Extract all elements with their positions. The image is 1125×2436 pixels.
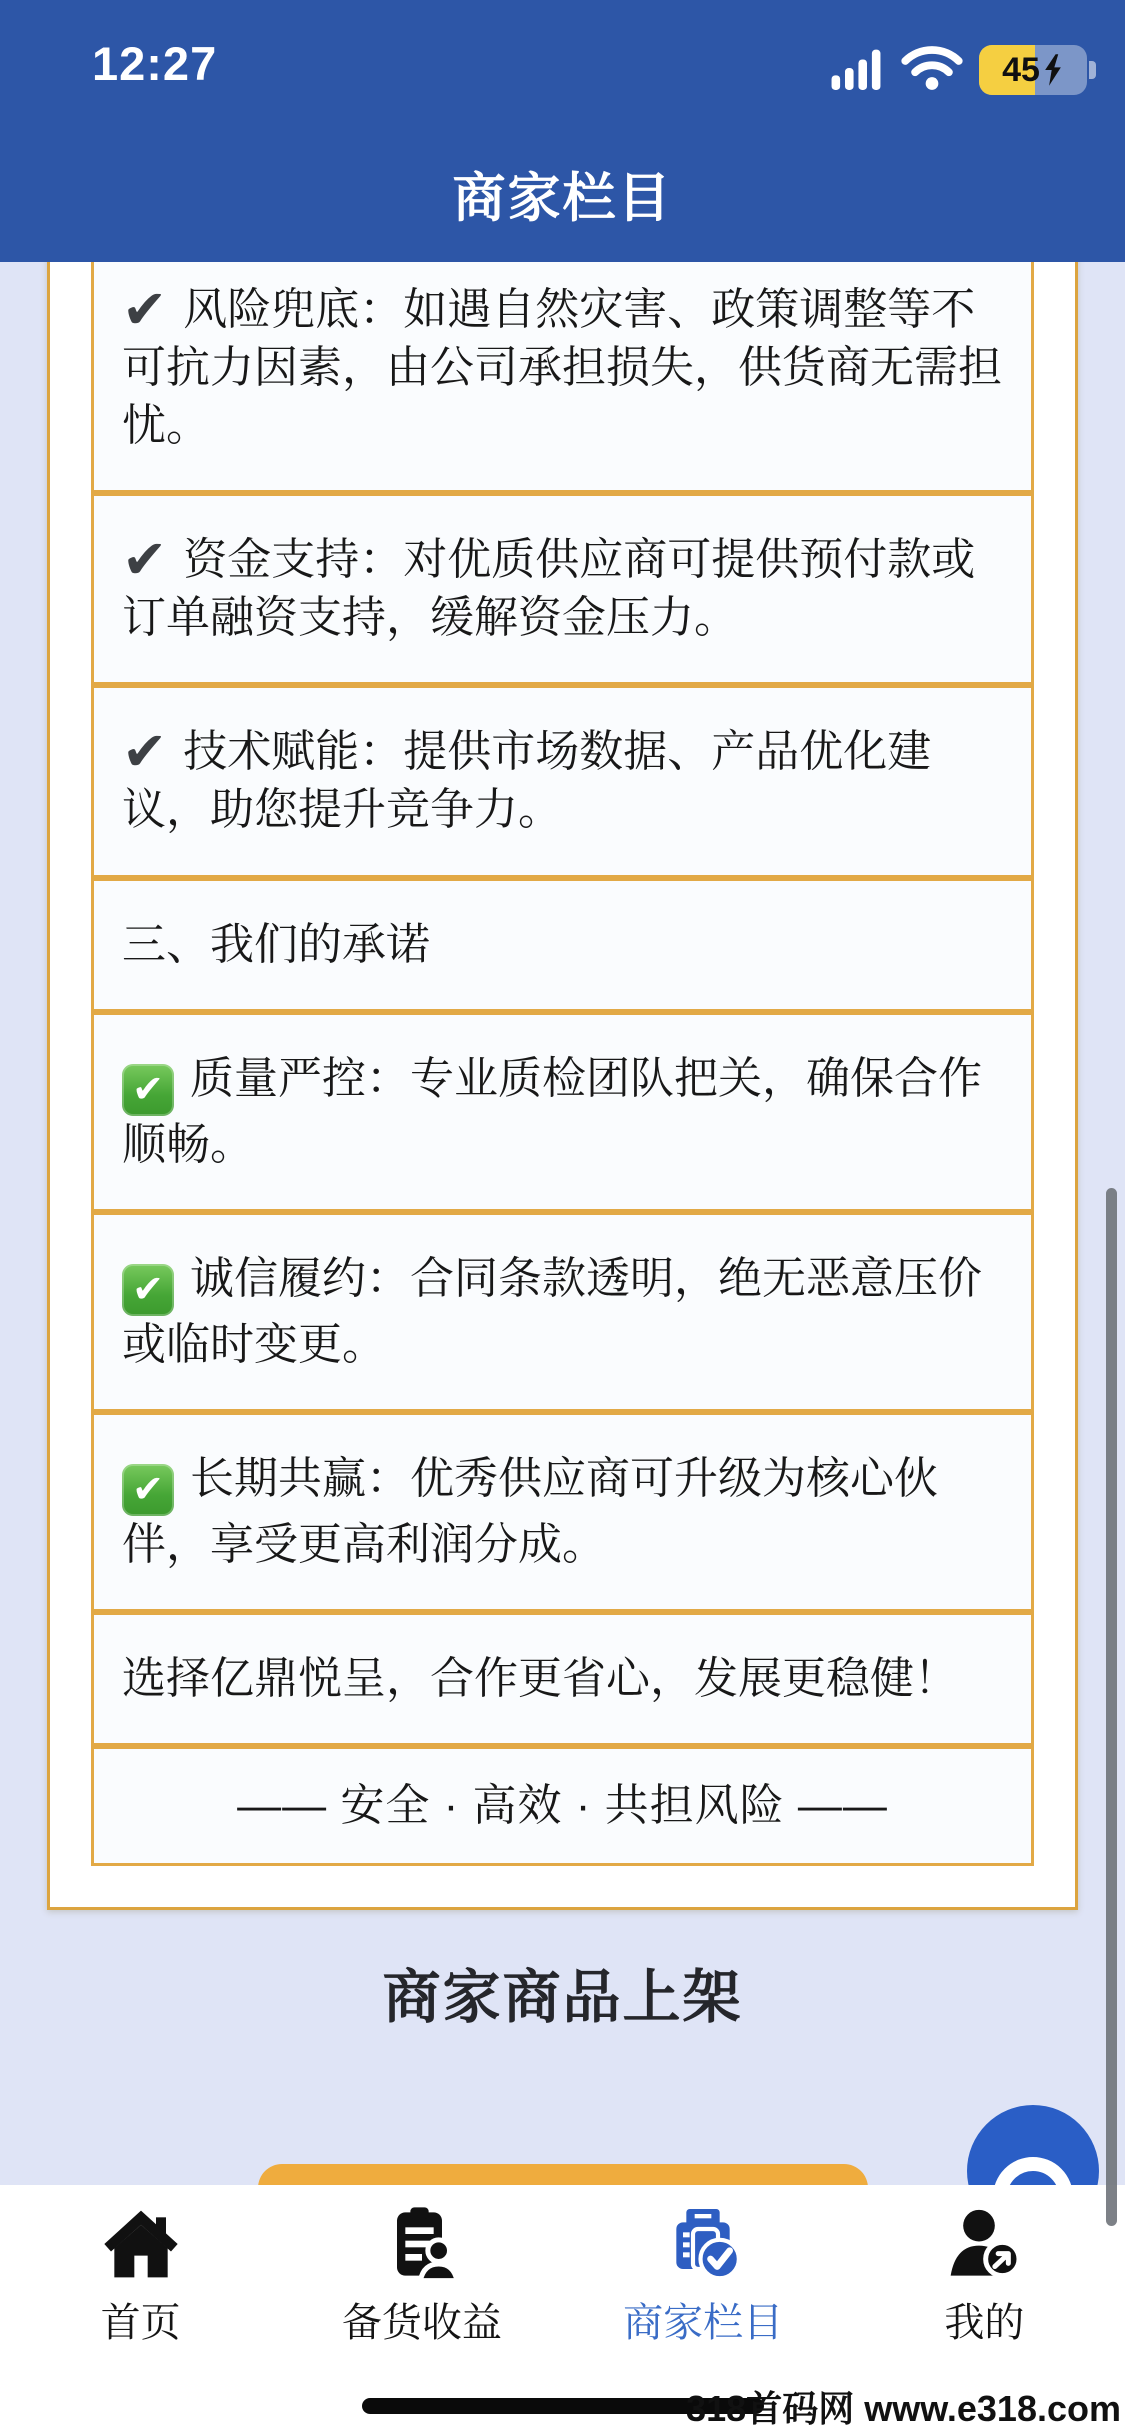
- battery-icon: [979, 45, 1087, 95]
- battery-nub: [1089, 61, 1096, 79]
- benefit-row-risk: [91, 243, 1034, 493]
- tab-label: 备货收益: [341, 2301, 502, 2345]
- scrollbar[interactable]: [1106, 1188, 1117, 2226]
- charging-bolt-icon: [1042, 53, 1064, 87]
- stock-income-icon: [382, 2201, 462, 2287]
- footer-text: —— 安全 · 高效 · 共担风险 ——: [237, 1780, 888, 1830]
- tab-label: 首页: [100, 2301, 181, 2345]
- benefit-text: 技术赋能：提供市场数据、产品优化建议，助您提升竞争力。: [122, 727, 932, 835]
- wifi-icon: [901, 44, 963, 97]
- benefit-row-tech: [91, 685, 1034, 877]
- slogan-text: 选择亿鼎悦呈，合作更省心，发展更稳健！: [122, 1653, 958, 1703]
- section-heading-row: [91, 878, 1034, 1012]
- home-icon: [101, 2201, 181, 2287]
- status-icons: [827, 44, 1087, 96]
- promise-row-integrity: [91, 1212, 1034, 1412]
- clock-text: 12:27: [92, 37, 218, 90]
- merchant-column-icon: [663, 2201, 743, 2287]
- green-check-icon: ✔: [122, 1064, 174, 1116]
- mine-icon: [944, 2201, 1024, 2287]
- slogan-row: [91, 1612, 1034, 1746]
- page-title: 商家栏目: [452, 169, 673, 228]
- watermark-text: 318首码网 www.e318.com: [686, 2388, 1121, 2429]
- battery-percent: 45: [1002, 51, 1040, 89]
- footer-row: [91, 1746, 1034, 1866]
- promise-text: 质量严控：专业质检团队把关，确保合作顺畅。: [122, 1053, 982, 1169]
- benefits-card: [47, 199, 1078, 1910]
- promise-row-winwin: [91, 1412, 1034, 1612]
- green-check-icon: ✔: [122, 1264, 174, 1316]
- tab-home[interactable]: [0, 2185, 281, 2436]
- dark-check-icon: ✔: [122, 280, 168, 340]
- tab-label: 商家栏目: [623, 2301, 784, 2345]
- benefit-row-funding: [91, 493, 1034, 685]
- section-title: 商家商品上架: [382, 1965, 743, 2031]
- header: [0, 0, 1125, 262]
- promise-row-quality: [91, 1012, 1034, 1212]
- dark-check-icon: ✔: [122, 530, 168, 591]
- content-area: [0, 262, 1125, 2185]
- cellular-signal-icon: [827, 46, 885, 95]
- dark-check-icon: ✔: [122, 722, 168, 783]
- promise-text: 诚信履约：合同条款透明，绝无恶意压价或临时变更。: [122, 1253, 982, 1369]
- benefit-text: 风险兜底：如遇自然灾害、政策调整等不可抗力因素，由公司承担损失，供货商无需担忧。: [122, 285, 1002, 451]
- tab-label: 我的: [944, 2301, 1025, 2345]
- benefit-text: 资金支持：对优质供应商可提供预付款或订单融资支持，缓解资金压力。: [122, 535, 976, 643]
- heading-text: 三、我们的承诺: [122, 919, 430, 969]
- promise-text: 长期共赢：优秀供应商可升级为核心伙伴，享受更高利润分成。: [122, 1453, 938, 1569]
- green-check-icon: ✔: [122, 1464, 174, 1516]
